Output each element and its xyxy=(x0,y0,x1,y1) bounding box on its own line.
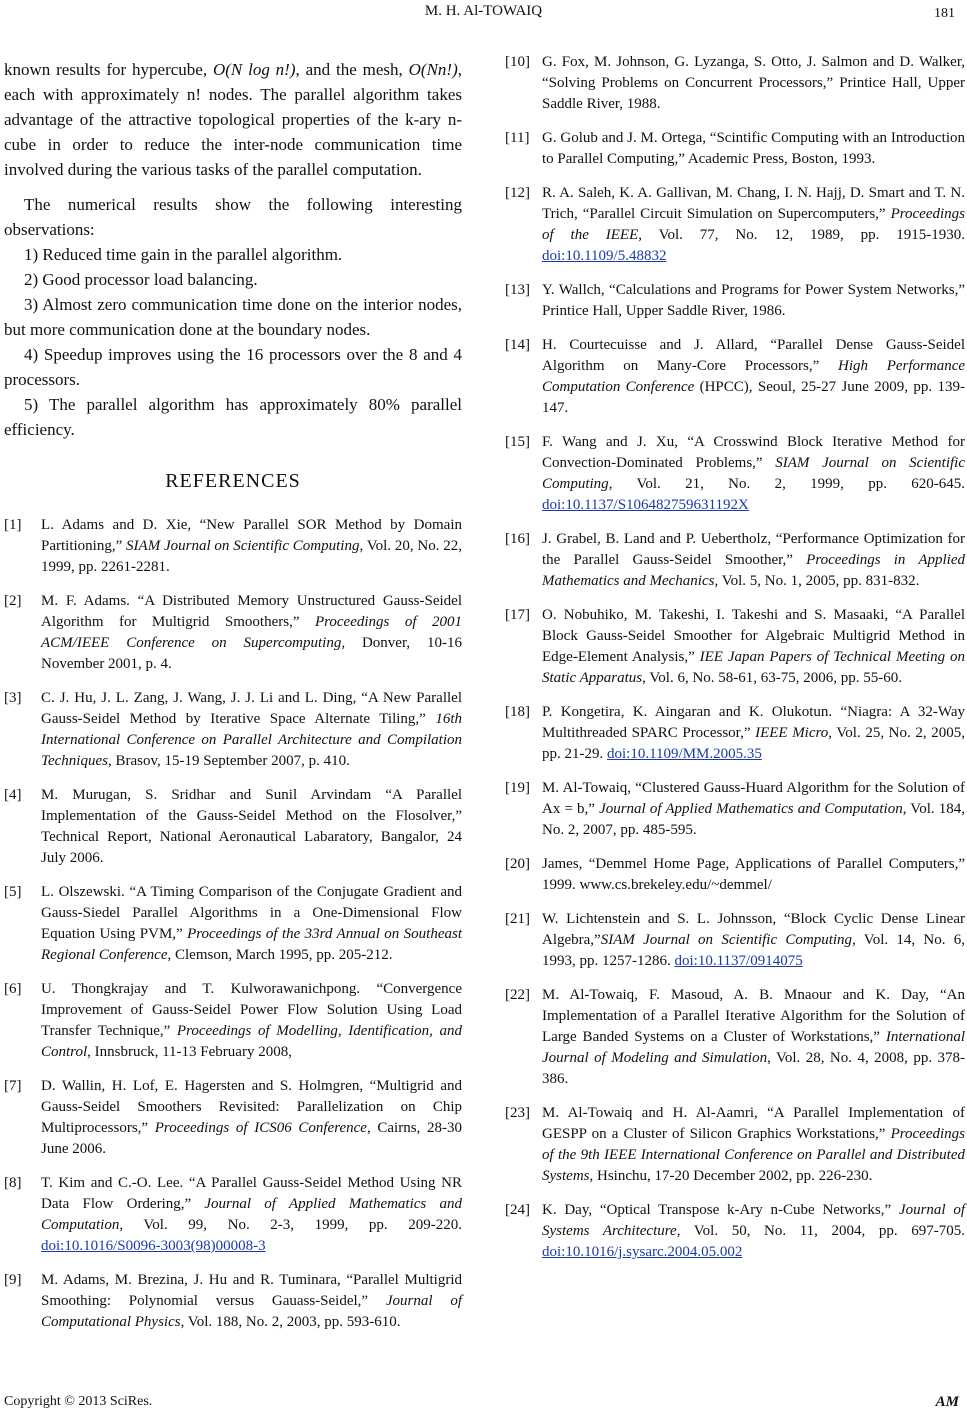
reference-item xyxy=(505,335,965,419)
reference-details: , Vol. 99, No. 2-3, 1999, pp. 209-220. xyxy=(119,1217,462,1233)
reference-details: , Vol. 184, No. 2, 2007, pp. 485-595. xyxy=(542,801,965,838)
reference-text: M. Murugan, S. Sridhar and Sunil Arvindam “A Parallel Implementation of the Gauss-Seidel Method on the Flosolver,” Technical Report, National Aeronautical Labaratory, Bangalor, 24 July 2006. xyxy=(41,787,462,866)
reference-number: [23] xyxy=(505,1105,530,1121)
reference-venue: Proceedings of ICS06 Conference xyxy=(154,1120,367,1136)
reference-item xyxy=(505,52,965,115)
reference-text: M. Al-Towaiq, “Clustered Gauss-Huard Algorithm for the Solution of Ax = b,” xyxy=(542,780,965,817)
reference-details: , Vol. 77, No. 12, 1989, pp. 1915-1930. xyxy=(638,227,965,243)
reference-item xyxy=(505,778,965,841)
reference-number: [5] xyxy=(4,884,22,900)
reference-number: [7] xyxy=(4,1078,22,1094)
reference-number: [6] xyxy=(4,981,22,997)
reference-venue: Proceedings of the 9th IEEE International Conference on Parallel and Distributed Systems xyxy=(542,1126,965,1184)
reference-text: J. Grabel, B. Land and P. Uebertholz, “Performance Optimization for the Parallel Gauss-Seidel Smoother,” xyxy=(542,531,965,568)
intro-text-a: known results for hypercube, xyxy=(4,60,213,79)
reference-venue: Proceedings of the IEEE xyxy=(542,206,965,243)
reference-venue: Proceedings of 2001 ACM/IEEE Conference on Supercomputing xyxy=(41,614,462,651)
reference-details: , Donver, 10-16 November 2001, p. 4. xyxy=(41,635,462,672)
reference-details: , Vol. 25, No. 2, 2005, pp. 21-29. xyxy=(542,725,965,762)
intro-text-c: , each with approximately n! nodes. The parallel algorithm takes advantage of the attractive topological properties of the k-ary n-cube in order to reduce the inter-node communication time involved during the various tasks of the parallel computation. xyxy=(4,60,463,179)
reference-item xyxy=(4,1173,462,1257)
left-column xyxy=(4,57,462,1346)
paragraph-observations: The numerical results show the following interesting observations: xyxy=(4,195,462,239)
reference-text: G. Fox, M. Johnson, G. Lyzanga, S. Otto, J. Salmon and D. Walker, “Solving Problems on Concurrent Processors,” Printice Hall, Upper Saddle River, 1988. xyxy=(542,54,965,112)
doi-link[interactable]: doi:10.1109/MM.2005.35 xyxy=(607,746,762,762)
reference-venue: 16th International Conference on Parallel Architecture and Compilation Techniques xyxy=(41,711,462,769)
reference-number: [19] xyxy=(505,780,530,796)
reference-details: (HPCC), Seoul, 25-27 June 2009, pp. 139-147. xyxy=(542,379,965,416)
intro-text-b: , and the mesh, xyxy=(295,60,409,79)
reference-item xyxy=(505,854,965,896)
reference-venue: Journal of Applied Mathematics and Computation xyxy=(599,801,903,817)
reference-number: [8] xyxy=(4,1175,22,1191)
reference-text: R. A. Saleh, K. A. Gallivan, M. Chang, I. N. Hajj, D. Smart and T. N. Trich, “Parallel Circuit Simulation on Supercomputers,” xyxy=(542,185,965,222)
reference-text: L. Adams and D. Xie, “New Parallel SOR Method by Domain Partitioning,” xyxy=(41,517,462,554)
right-column xyxy=(505,52,965,1276)
reference-number: [13] xyxy=(505,282,530,298)
reference-venue: Proceedings of Modelling, Identification, and Control xyxy=(41,1023,462,1060)
reference-number: [2] xyxy=(4,593,22,609)
reference-venue: IEEE Micro xyxy=(755,725,829,741)
reference-item xyxy=(4,882,462,966)
observation-1: 1) Reduced time gain in the parallel algorithm. xyxy=(24,245,343,264)
reference-item xyxy=(505,128,965,170)
doi-link[interactable]: doi:10.1137/S106482759631192X xyxy=(542,497,749,513)
reference-number: [17] xyxy=(505,607,530,623)
reference-venue: Proceedings of the 33rd Annual on Southeast Regional Conference xyxy=(41,926,462,963)
reference-number: [3] xyxy=(4,690,22,706)
reference-venue: High Performance Computation Conference xyxy=(542,358,966,395)
reference-item xyxy=(505,605,965,689)
reference-item xyxy=(505,702,965,765)
reference-text: D. Wallin, H. Lof, E. Hagersten and S. Holmgren, “Multigrid and Gauss-Seidel Smoothers Revisited: Parallelization on Chip Multiprocessors,” xyxy=(41,1078,462,1136)
reference-item xyxy=(4,688,462,772)
reference-text: Y. Wallch, “Calculations and Programs for Power System Networks,” Printice Hall, Upper Saddle River, 1986. xyxy=(542,282,965,319)
complexity-hypercube: O(N log n!) xyxy=(212,60,296,79)
references-heading: REFERENCES xyxy=(165,470,301,492)
observation-2: 2) Good processor load balancing. xyxy=(24,270,258,289)
reference-text: L. Olszewski. “A Timing Comparison of the Conjugate Gradient and Gauss-Siedel Parallel Algorithms in a One-Dimensional Flow Equation Using PVM,” xyxy=(41,884,462,942)
reference-venue: Proceedings in Applied Mathematics and Mechanics xyxy=(542,552,965,589)
doi-link[interactable]: doi:10.1137/0914075 xyxy=(674,953,803,969)
journal-abbrev: AM xyxy=(935,1394,959,1410)
reference-venue: Journal of Computational Physics xyxy=(41,1293,462,1330)
reference-venue: SIAM Journal on Scientific Computing xyxy=(542,455,965,492)
reference-text: James, “Demmel Home Page, Applications of Parallel Computers,” 1999. www.cs.brekeley.edu/~demmel/ xyxy=(542,856,965,893)
reference-number: [14] xyxy=(505,337,530,353)
reference-text: U. Thongkrajay and T. Kulworawanichpong. “Convergence Improvement of Gauss-Seidel Power Flow Solution Using Load Transfer Technique,” xyxy=(41,981,462,1039)
reference-number: [11] xyxy=(505,130,530,146)
reference-text: F. Wang and J. Xu, “A Crosswind Block Iterative Method for Convection-Dominated Problems,” xyxy=(542,434,965,471)
doi-link[interactable]: doi:10.1016/j.sysarc.2004.05.002 xyxy=(542,1244,743,1260)
reference-list-left xyxy=(4,515,462,1333)
reference-number: [16] xyxy=(505,531,530,547)
reference-text: P. Kongetira, K. Aingaran and K. Olukotun. “Niagra: A 32-Way Multithreaded SPARC Processor,” xyxy=(542,704,965,741)
doi-link[interactable]: doi:10.1109/5.48832 xyxy=(542,248,667,264)
reference-venue: International Journal of Modeling and Simulation xyxy=(542,1029,965,1066)
reference-text: M. Al-Towaiq and H. Al-Aamri, “A Parallel Implementation of GESPP on a Cluster of Silicon Graphics Workstations,” xyxy=(542,1105,965,1142)
reference-number: [4] xyxy=(4,787,22,803)
reference-text: W. Lichtenstein and S. L. Johnsson, “Block Cyclic Dense Linear Algebra,” xyxy=(542,911,965,948)
doi-link[interactable]: doi:10.1016/S0096-3003(98)00008-3 xyxy=(41,1238,266,1254)
reference-details: , Brasov, 15-19 September 2007, p. 410. xyxy=(107,753,350,769)
reference-details: , Hsinchu, 17-20 December 2002, pp. 226-230. xyxy=(589,1168,873,1184)
reference-details: , Clemson, March 1995, pp. 205-212. xyxy=(167,947,393,963)
reference-text: H. Courtecuisse and J. Allard, “Parallel Dense Gauss-Seidel Algorithm on Many-Core Processors,” xyxy=(542,337,965,374)
reference-details: , Vol. 5, No. 1, 2005, pp. 831-832. xyxy=(714,573,920,589)
reference-item xyxy=(505,909,965,972)
reference-details: , Cairns, 28-30 June 2006. xyxy=(41,1120,462,1157)
reference-number: [18] xyxy=(505,704,530,720)
reference-venue: Journal of Systems Architecture xyxy=(542,1202,965,1239)
observation-4: 4) Speedup improves using the 16 processors over the 8 and 4 processors. xyxy=(4,345,462,389)
reference-text: O. Nobuhiko, M. Takeshi, I. Takeshi and S. Masaaki, “A Parallel Block Gauss-Seidel Smoother for Algebraic Multigrid Method in Edge-Element Analysis,” xyxy=(542,607,965,665)
paragraph-intro xyxy=(4,57,462,182)
reference-number: [24] xyxy=(505,1202,530,1218)
reference-list-right xyxy=(505,52,965,1263)
reference-item xyxy=(505,432,965,516)
reference-item xyxy=(4,1076,462,1160)
reference-item xyxy=(4,591,462,675)
reference-number: [10] xyxy=(505,54,530,70)
observation-3: 3) Almost zero communication time done on the interior nodes, but more communication done at the boundary nodes. xyxy=(4,295,462,339)
reference-details: , Vol. 6, No. 58-61, 63-75, 2006, pp. 55-60. xyxy=(642,670,903,686)
reference-text: K. Day, “Optical Transpose k-Ary n-Cube Networks,” xyxy=(542,1202,899,1218)
reference-number: [12] xyxy=(505,185,530,201)
reference-details: , Vol. 14, No. 6, 1993, pp. 1257-1286. xyxy=(542,932,965,969)
reference-details: , Vol. 20, No. 22, 1999, pp. 2261-2281. xyxy=(41,538,462,575)
reference-text: M. Al-Towaiq, F. Masoud, A. B. Mnaour and K. Day, “An Implementation of a Parallel Iterative Algorithm for the Solution of Large Banded Systems on a Cluster of Workstations,” xyxy=(542,987,965,1045)
reference-item xyxy=(4,979,462,1063)
reference-venue: SIAM Journal on Scientific Computing xyxy=(600,932,853,948)
reference-details: , Vol. 28, No. 4, 2008, pp. 378-386. xyxy=(542,1050,966,1087)
reference-text: C. J. Hu, J. L. Zang, J. Wang, J. J. Li and L. Ding, “A New Parallel Gauss-Seidel Method by Iterative Space Alternate Tiling,” xyxy=(41,690,462,727)
reference-number: [20] xyxy=(505,856,530,872)
page-number: 181 xyxy=(934,6,955,21)
complexity-mesh: O(Nn!) xyxy=(408,60,458,79)
reference-item xyxy=(505,529,965,592)
reference-details: , Vol. 21, No. 2, 1999, pp. 620-645. xyxy=(608,476,965,492)
reference-text: M. Adams, M. Brezina, J. Hu and R. Tuminara, “Parallel Multigrid Smoothing: Polynomial versus Gauass-Seidel,” xyxy=(41,1272,462,1309)
reference-number: [21] xyxy=(505,911,530,927)
reference-text: M. F. Adams. “A Distributed Memory Unstructured Gauss-Seidel Algorithm for Multigrid Smoothers,” xyxy=(41,593,462,630)
reference-venue: IEE Japan Papers of Technical Meeting on Static Apparatus xyxy=(542,649,965,686)
reference-number: [1] xyxy=(4,517,22,533)
reference-item xyxy=(505,183,965,267)
reference-number: [9] xyxy=(4,1272,22,1288)
reference-venue: SIAM Journal on Scientific Computing xyxy=(126,538,360,554)
reference-venue: Journal of Applied Mathematics and Computation xyxy=(41,1196,462,1233)
reference-item xyxy=(505,1103,965,1187)
reference-item xyxy=(505,280,965,322)
reference-details: , Innsbruck, 11-13 February 2008, xyxy=(87,1044,292,1060)
reference-details: , Vol. 188, No. 2, 2003, pp. 593-610. xyxy=(180,1314,401,1330)
copyright-footer: Copyright © 2013 SciRes. xyxy=(4,1394,153,1409)
reference-item xyxy=(4,785,462,869)
observation-5: 5) The parallel algorithm has approximately 80% parallel efficiency. xyxy=(4,395,462,439)
reference-number: [15] xyxy=(505,434,530,450)
reference-item xyxy=(4,1270,462,1333)
reference-details: , Vol. 50, No. 11, 2004, pp. 697-705. xyxy=(676,1223,965,1239)
reference-item xyxy=(505,1200,965,1263)
reference-number: [22] xyxy=(505,987,530,1003)
reference-item xyxy=(4,515,462,578)
reference-item xyxy=(505,985,965,1090)
reference-text: T. Kim and C.-O. Lee. “A Parallel Gauss-Seidel Method Using NR Data Flow Ordering,” xyxy=(41,1175,462,1212)
reference-text: G. Golub and J. M. Ortega, “Scintific Computing with an Introduction to Parallel Computing,” Academic Press, Boston, 1993. xyxy=(542,130,965,167)
running-header-author: M. H. Al-TOWAIQ xyxy=(424,3,543,19)
